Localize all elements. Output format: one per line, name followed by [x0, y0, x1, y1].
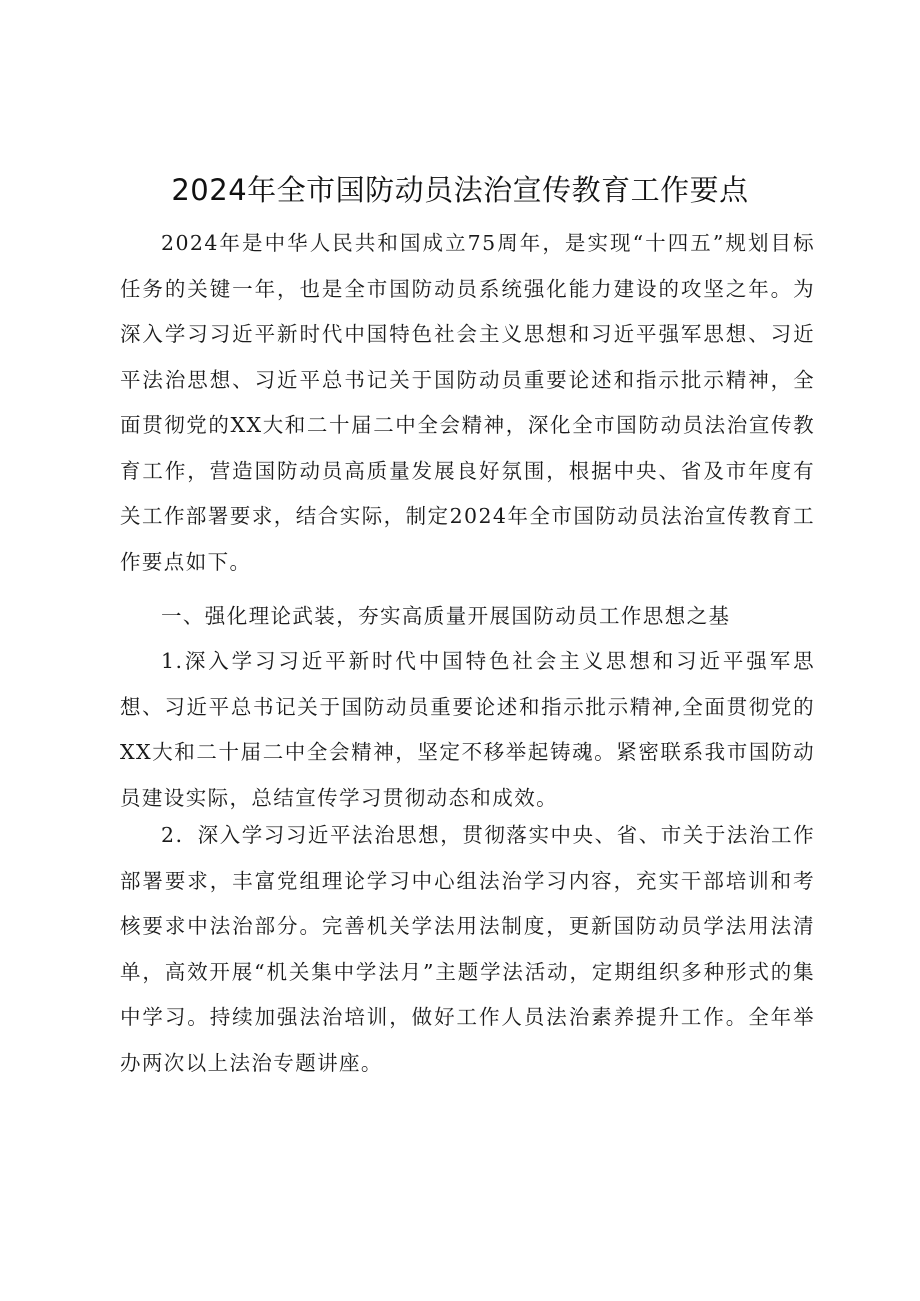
section-heading-1: 一、强化理论武装，夯实高质量开展国防动员工作思想之基: [161, 604, 731, 628]
item-paragraph-1: 1.深入学习习近平新时代中国特色社会主义思想和习近平强军思想、习近平总书记关于国防动员重要论述和指示批示精神,全面贯彻党的XX大和二十届二中全会精神，坚定不移举起铸魂。紧密联系我市国防动员建设实际，总结宣传学习贯彻动态和成效。: [120, 649, 815, 810]
document-title: 2024年全市国防动员法治宣传教育工作要点: [171, 173, 749, 207]
item-paragraph-2: 2．深入学习习近平法治思想，贯彻落实中央、省、市关于法治工作部署要求，丰富党组理论学习中心组法治学习内容，充实干部培训和考核要求中法治部分。完善机关学法用法制度，更新国防动员学法用法清单，高效开展“机关集中学法月”主题学法活动，定期组织多种形式的集中学习。持续加强法治培训，做好工作人员法治素养提升工作。全年举办两次以上法治专题讲座。: [120, 823, 815, 1075]
intro-paragraph: 2024年是中华人民共和国成立75周年，是实现“十四五”规划目标任务的关键一年，也是全市国防动员系统强化能力建设的攻坚之年。为深入学习习近平新时代中国特色社会主义思想和习近平强军思想、习近平法治思想、习近平总书记关于国防动员重要论述和指示批示精神，全面贯彻党的XX大和二十届二中全会精神，深化全市国防动员法治宣传教育工作，营造国防动员高质量发展良好氛围，根据中央、省及市年度有关工作部署要求，结合实际，制定2024年全市国防动员法治宣传教育工作要点如下。: [120, 231, 815, 574]
